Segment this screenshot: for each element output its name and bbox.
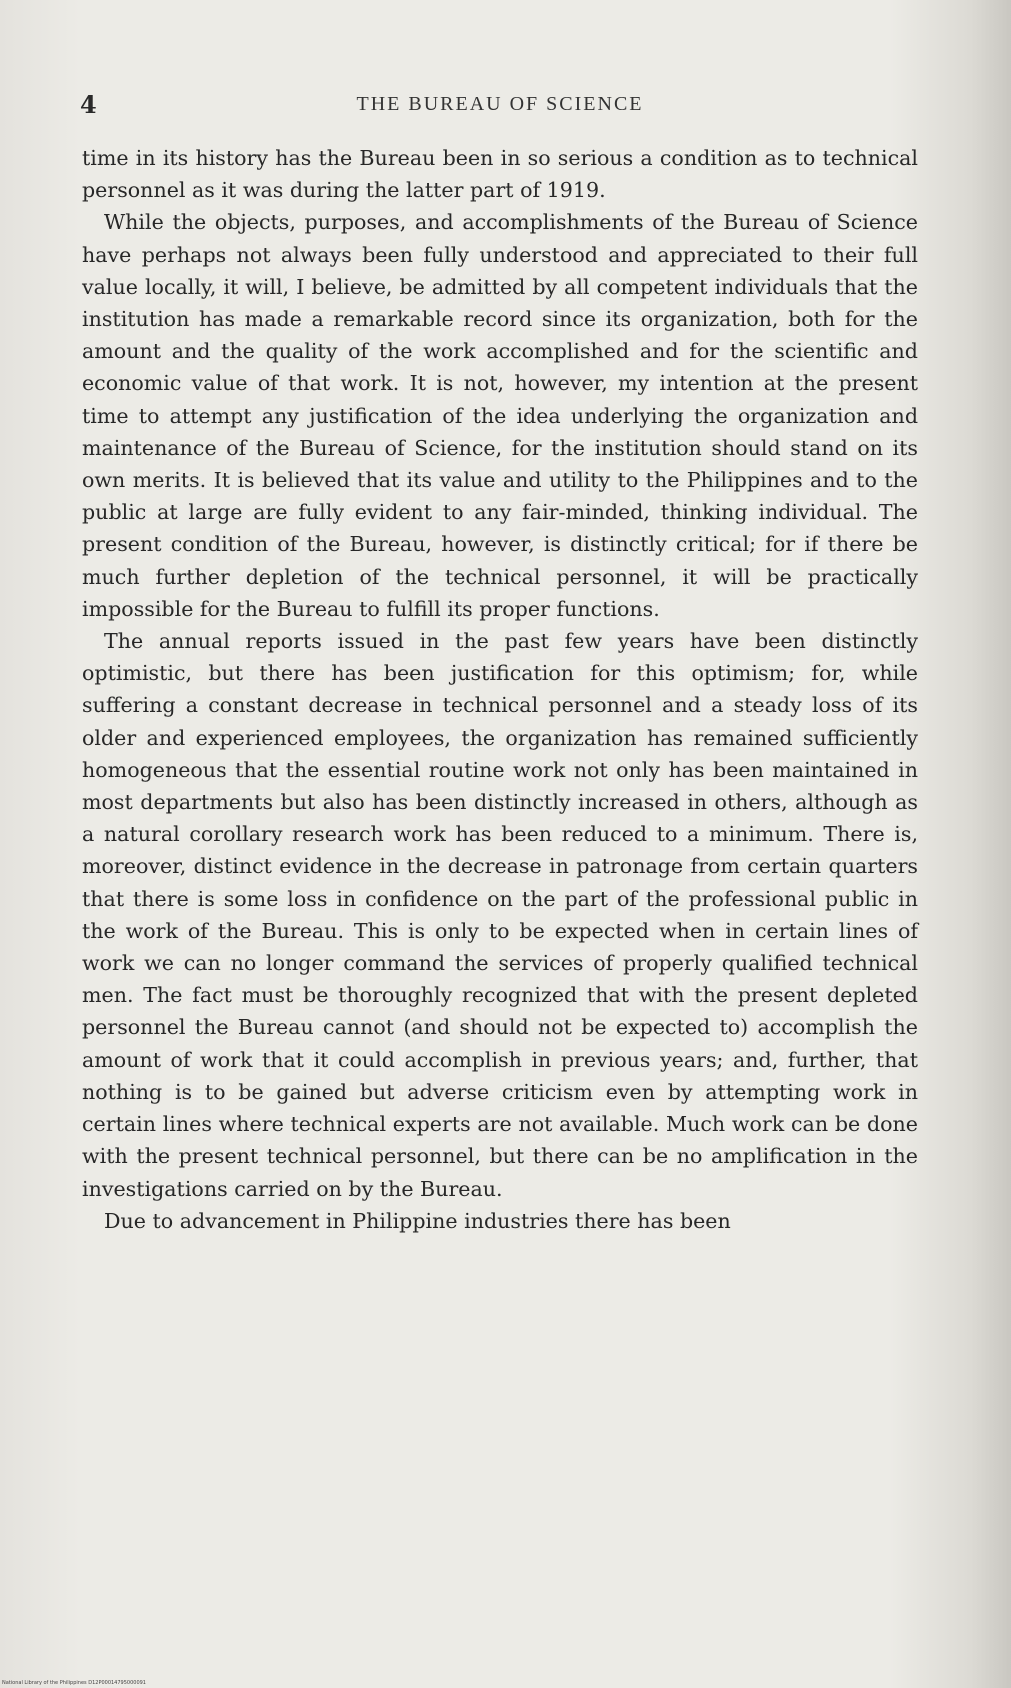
paragraph-objects-purposes: While the objects, purposes, and accomplishments of the Bureau of Science have perhaps not always been fully understood and appreciated to their full value locally, it will, I believe, be admitted by all competent individuals that the institution has made a remarkable record since its organization, both for the amount and the quality of the work accomplished and for the scientific and economic value of that work. It is not, however, my intention at the present time to attempt any justification of the idea underlying the organization and maintenance of the Bureau of Science, for the institution should stand on its own merits. It is believed that its value and utility to the Philippines and to the public at large are fully evident to any fair-minded, thinking individual. The present condition of the Bureau, however, is distinctly critical; for if there be much further depletion of the technical personnel, it will be practically impossible for the Bureau to fulfill its proper functions. <box>82 210 918 621</box>
body-text <box>82 142 918 1237</box>
scan-credit: National Library of the Philippines D12P00014795000091 <box>2 1680 146 1686</box>
paragraph-continuation: time in its history has the Bureau been in so serious a condition as to technical personnel as it was during the latter part of 1919. <box>82 146 918 203</box>
paragraph-annual-reports: The annual reports issued in the past few years have been distinctly optimistic, but there has been justification for this optimism; for, while suffering a constant decrease in technical personnel and a steady loss of its older and experienced employees, the organization has remained sufficiently homogeneous that the essential routine work not only has been maintained in most departments but also has been distinctly increased in others, although as a natural corollary research work has been reduced to a minimum. There is, moreover, distinct evidence in the decrease in patronage from certain quarters that there is some loss in confidence on the part of the professional public in the work of the Bureau. This is only to be expected when in certain lines of work we can no longer command the services of properly qualified technical men. The fact must be thoroughly recognized that with the present depleted personnel the Bureau cannot (and should not be expected to) accomplish the amount of work that it could accomplish in previous years; and, further, that nothing is to be gained but adverse criticism even by attempting work in certain lines where technical experts are not available. Much work can be done with the present technical personnel, but there can be no amplification in the investigations carried on by the Bureau. <box>82 629 918 1201</box>
page-number: 4 <box>80 90 97 119</box>
running-title: THE BUREAU OF SCIENCE <box>356 93 644 115</box>
paragraph-philippine-industries: Due to advancement in Philippine industries there has been <box>104 1208 731 1233</box>
page-header <box>80 90 920 120</box>
